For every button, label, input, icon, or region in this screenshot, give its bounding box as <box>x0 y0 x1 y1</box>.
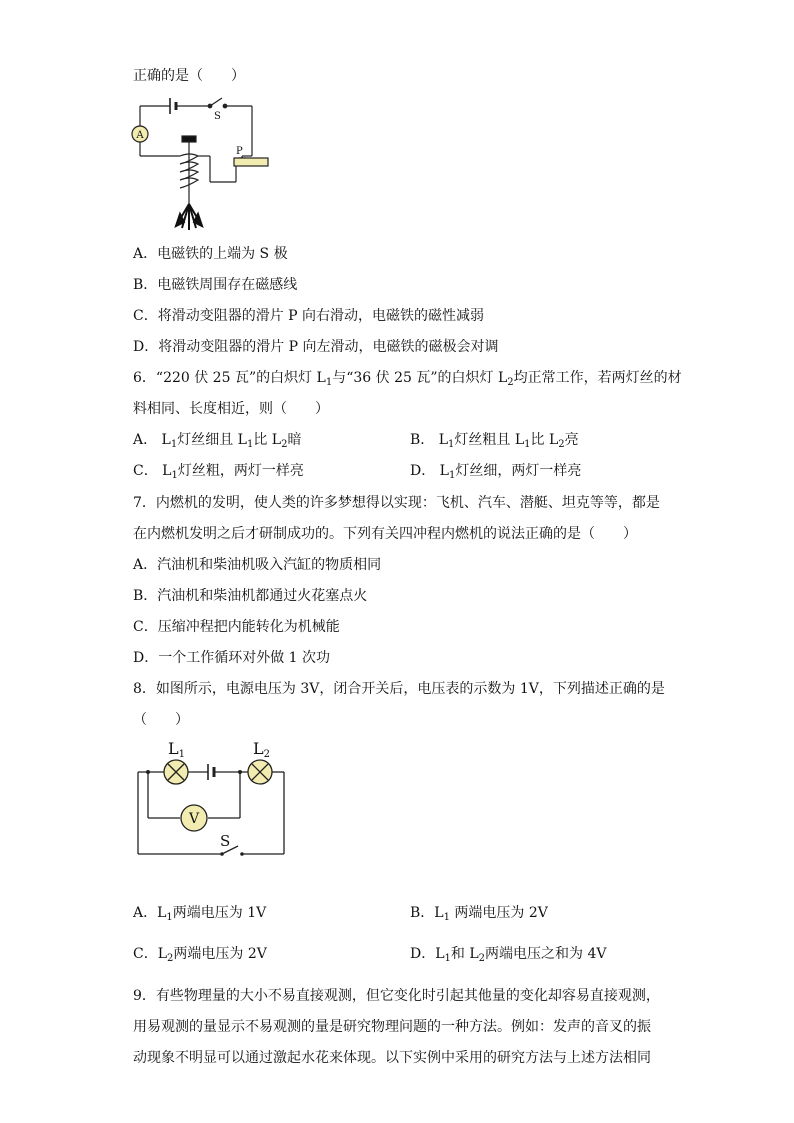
electromagnet-circuit-figure <box>130 92 280 232</box>
series-circuit-figure <box>132 736 292 860</box>
lamp-l1-label: L1 <box>168 739 185 760</box>
q5-option-a: A．电磁铁的上端为 S 极 <box>133 246 288 262</box>
lamp-l1-icon <box>164 760 188 784</box>
q6-stem-line2: 料相同、长度相近，则（ ） <box>133 401 329 417</box>
q9-stem-line2: 用易观测的量显示不易观测的量是研究物理问题的一种方法。例如：发声的音叉的振 <box>133 1019 651 1035</box>
q7-option-d: D．一个工作循环对外做 1 次功 <box>133 650 331 666</box>
q5-option-c: C．将滑动变阻器的滑片 P 向右滑动，电磁铁的磁性减弱 <box>133 308 485 324</box>
lamp-l2-label: L2 <box>253 739 270 760</box>
q5-option-b: B．电磁铁周围存在磁感线 <box>133 277 298 293</box>
q9-stem-line3: 动现象不明显可以通过激起水花来体现。以下实例中采用的研究方法与上述方法相同 <box>133 1050 651 1066</box>
q8-stem-line1: 8．如图所示，电源电压为 3V，闭合开关后，电压表的示数为 1V，下列描述正确的是 <box>133 681 665 697</box>
q6-option-a: A． $L_1$灯丝细且 $L_1$比 $L_2$暗 <box>133 432 302 450</box>
q8-option-c: C．$L_2$两端电压为 2V <box>133 946 267 964</box>
q7-stem-line2: 在内燃机发明之后才研制成功的。下列有关四冲程内燃机的说法正确的是（ ） <box>133 526 637 542</box>
q8-option-a: A．$L_1$两端电压为 1V <box>133 905 267 923</box>
q5-option-d: D．将滑动变阻器的滑片 P 向左滑动，电磁铁的磁极会对调 <box>133 339 499 355</box>
q6-option-c: C． $L_1$灯丝粗，两灯一样亮 <box>133 463 304 481</box>
voltmeter-label: V <box>188 811 200 827</box>
q8-stem-line2: （ ） <box>133 712 189 728</box>
q6-option-b: B． $L_1$灯丝粗且 $L_1$比 $L_2$亮 <box>410 432 579 450</box>
q6-option-d: D． $L_1$灯丝细，两灯一样亮 <box>410 463 582 481</box>
q7-option-a: A．汽油机和柴油机吸入汽缸的物质相同 <box>133 557 382 573</box>
switch-s-label: S <box>220 832 231 850</box>
lamp-l2-icon <box>248 760 272 784</box>
q5-stem-tail: 正确的是（ ） <box>133 68 245 84</box>
switch-label: S <box>214 111 221 122</box>
q8-option-b: B．$L_1$ 两端电压为 2V <box>410 905 548 923</box>
q6-stem-line1: 6．“220 伏 25 瓦”的白炽灯 $L_1$与“36 伏 25 瓦”的白炽灯 $L_2$均正常工作，若两灯丝的材 <box>133 370 682 388</box>
ammeter-label: A <box>136 130 144 141</box>
q7-option-b: B．汽油机和柴油机都通过火花塞点火 <box>133 588 368 604</box>
q7-stem-line1: 7．内燃机的发明，使人类的许多梦想得以实现：飞机、汽车、潜艇、坦克等等，都是 <box>133 495 660 511</box>
q9-stem-line1: 9．有些物理量的大小不易直接观测，但它变化时引起其他量的变化却容易直接观测， <box>133 988 660 1004</box>
q7-option-c: C．压缩冲程把内能转化为机械能 <box>133 619 340 635</box>
q8-option-d: D．$L_1$和 $L_2$两端电压之和为 4V <box>410 946 607 964</box>
slider-label: P <box>236 146 243 157</box>
